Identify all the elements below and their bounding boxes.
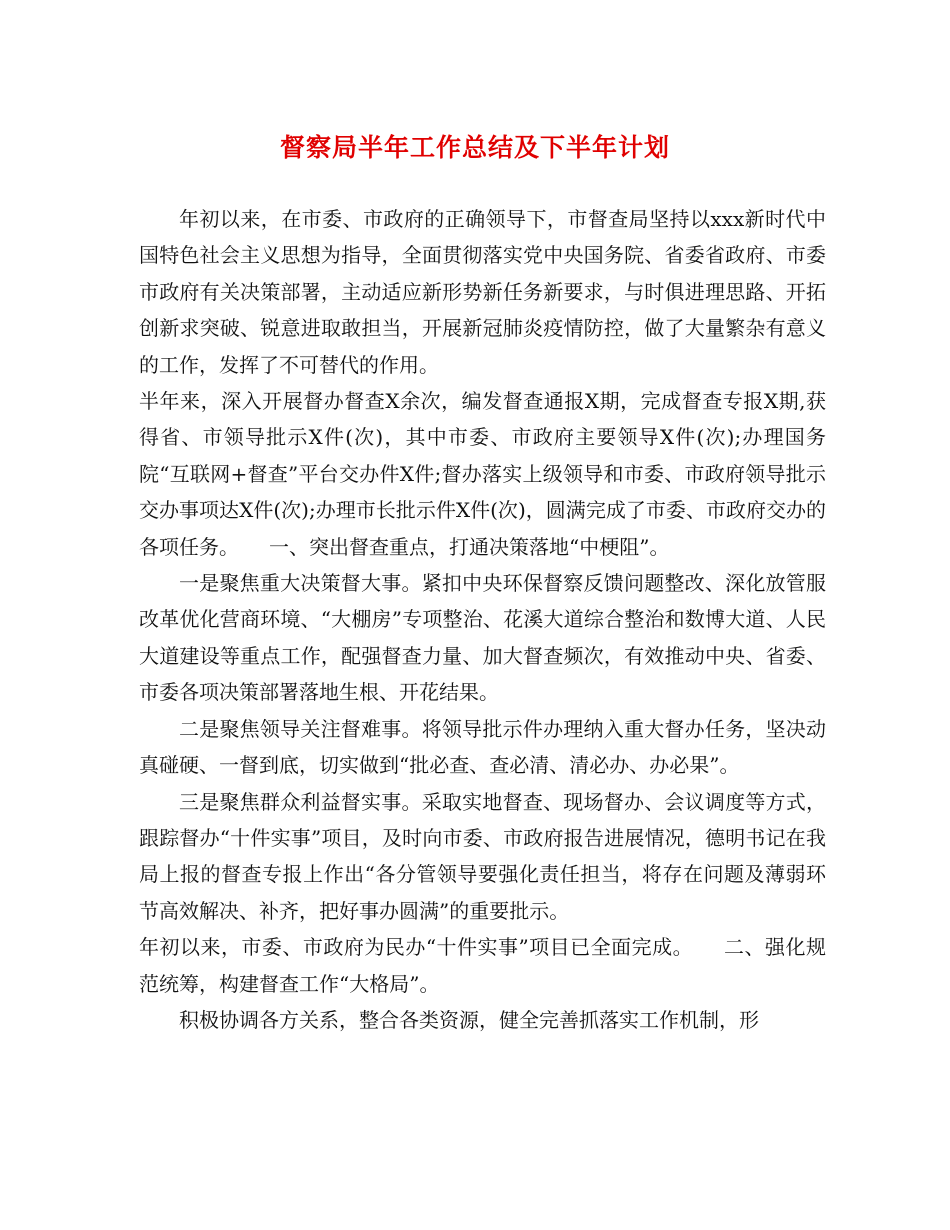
paragraph-3: 一是聚焦重大决策督大事。紧扣中央环保督察反馈问题整改、深化放管服改革优化营商环境、“大棚房”专项整治、花溪大道综合整治和数博大道、人民大道建设等重点工作，配强督查力量、加大督查频次，有效推动中央、省委、市委各项决策部署落地生根、开花结果。: [139, 571, 826, 705]
paragraph-7: 积极协调各方关系，整合各类资源，健全完善抓落实工作机制，形: [179, 1007, 759, 1032]
paragraph-2: 半年来，深入开展督办督查X余次，编发督查通报X期，完成督查专报X期,获得省、市领导批示X件(次)，其中市委、市政府主要领导X件(次);办理国务院“互联网+督查”平台交办件X件;督办落实上级领导和市委、市政府领导批示交办事项达X件(次);办理市长批示件X件(次)，圆满完成了市委、市政府交办的各项任务。 一、突出督查重点，打通决策落地“中梗阻”。: [139, 389, 826, 559]
paragraph-6: 年初以来，市委、市政府为民办“十件实事”项目已全面完成。 二、强化规范统筹，构建督查工作“大格局”。: [139, 935, 826, 996]
paragraph-5: 三是聚焦群众利益督实事。采取实地督查、现场督办、会议调度等方式，跟踪督办“十件实事”项目，及时向市委、市政府报告进展情况，德明书记在我局上报的督查专报上作出“各分管领导要强化责任担当，将存在问题及薄弱环节高效解决、补齐，把好事办圆满”的重要批示。: [139, 789, 826, 923]
paragraph-4: 二是聚焦领导关注督难事。将领导批示件办理纳入重大督办任务，坚决动真碰硬、一督到底，切实做到“批必查、查必清、清必办、办必果”。: [139, 716, 826, 778]
document-body: [139, 201, 826, 1038]
paragraph-1: 年初以来，在市委、市政府的正确领导下，市督查局坚持以xxx新时代中国特色社会主义思想为指导，全面贯彻落实党中央国务院、省委省政府、市委市政府有关决策部署，主动适应新形势新任务新要求，与时俱进理思路、开拓创新求突破、锐意进取敢担当，开展新冠肺炎疫情防控，做了大量繁杂有意义的工作，发挥了不可替代的作用。: [139, 207, 826, 377]
document-title: 督察局半年工作总结及下半年计划: [279, 133, 670, 162]
